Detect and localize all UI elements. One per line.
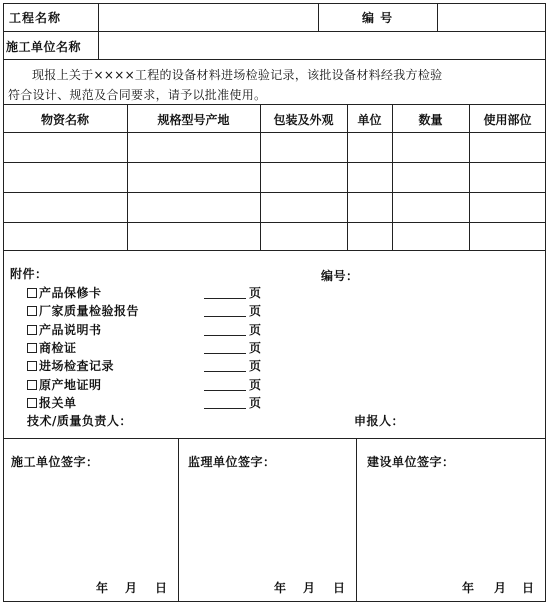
table-cell[interactable] [6,165,124,189]
attachment-page-count-field[interactable] [204,335,246,336]
attachment-item-label: 产品说明书 [39,323,102,337]
attachment-page-count-field[interactable] [204,298,246,299]
tech-manager-label: 技术/质量负责人： [27,414,132,428]
attachment-checkbox[interactable] [27,325,37,335]
attachment-item-label: 厂家质量检验报告 [39,304,140,318]
table-cell[interactable] [472,195,543,219]
supervisor-date-year: 年 [274,581,287,595]
statement-line-2: 符合设计、规范及合同要求，请予以批准使用。 [8,88,267,102]
attachments-serial-label: 编号： [321,269,359,283]
rule-table-row-3 [3,222,546,223]
table-cell[interactable] [350,165,389,189]
table-cell[interactable] [395,135,466,159]
column-header-quantity: 数量 [418,113,443,127]
supervisor-signature-label: 监理单位签字： [188,455,276,469]
contractor-date-year: 年 [96,581,109,595]
table-cell[interactable] [472,225,543,247]
table-cell[interactable] [350,195,389,219]
supervisor-date-month: 月 [303,581,316,595]
attachment-checkbox[interactable] [27,361,37,371]
owner-date-day: 日 [522,581,535,595]
attachment-page-count-field[interactable] [204,316,246,317]
contractor-name-field[interactable] [101,34,541,56]
owner-date-year: 年 [462,581,475,595]
project-name-field[interactable] [101,6,315,28]
table-cell[interactable] [130,225,257,247]
attachment-item-label: 商检证 [39,341,77,355]
rule-under-statement [3,104,546,105]
attachment-item [27,376,102,393]
table-cell[interactable] [263,195,344,219]
attachment-checkbox[interactable] [27,288,37,298]
supervisor-date-day: 日 [333,581,346,595]
attachment-checkbox[interactable] [27,306,37,316]
table-cell[interactable] [395,225,466,247]
signature-divider-1 [178,438,179,602]
rule-under-contractor-row [3,59,546,60]
rule-table-row-1 [3,162,546,163]
divider-serial-left [318,3,319,31]
table-cell[interactable] [130,195,257,219]
contractor-name-label: 施工单位名称 [6,40,82,54]
attachment-item-label: 报关单 [39,396,77,410]
attachment-page-count-field[interactable] [204,371,246,372]
divider-project-label [98,3,99,59]
rule-under-project-row [3,31,546,32]
table-cell[interactable] [395,165,466,189]
attachment-checkbox[interactable] [27,398,37,408]
attachment-page-unit: 页 [249,359,262,373]
column-header-material-name: 物资名称 [40,113,89,127]
column-header-unit: 单位 [357,113,382,127]
attachment-page-unit: 页 [249,323,262,337]
rule-table-row-2 [3,192,546,193]
table-cell[interactable] [350,135,389,159]
table-cell[interactable] [130,165,257,189]
attachment-page-unit: 页 [249,304,262,318]
attachment-page-count-field[interactable] [204,353,246,354]
column-header-spec-origin: 规格型号产地 [157,113,230,127]
rule-under-table [3,250,546,251]
table-cell[interactable] [130,135,257,159]
rule-under-table-header [3,132,546,133]
rule-above-signatures [3,438,546,439]
table-cell[interactable] [395,195,466,219]
table-cell[interactable] [472,165,543,189]
owner-signature-label: 建设单位签字： [367,455,455,469]
attachment-item-label: 进场检查记录 [39,359,115,373]
attachment-page-count-field[interactable] [204,408,246,409]
attachment-item [27,357,114,374]
attachment-item-label: 原产地证明 [39,378,102,392]
attachment-page-unit: 页 [249,396,262,410]
attachment-item [27,321,102,338]
owner-date-month: 月 [494,581,507,595]
column-header-location: 使用部位 [483,113,532,127]
column-header-packaging: 包装及外观 [273,113,334,127]
attachment-item-label: 产品保修卡 [39,286,102,300]
table-cell[interactable] [6,225,124,247]
attachments-label: 附件： [10,267,48,281]
table-cell[interactable] [6,195,124,219]
statement-line-1: 现报上关于××××工程的设备材料进场检验记录，该批设备材料经我方检验 [32,68,443,82]
serial-field[interactable] [440,6,542,28]
attachment-item [27,394,77,411]
table-cell[interactable] [350,225,389,247]
table-cell[interactable] [472,135,543,159]
attachment-page-count-field[interactable] [204,390,246,391]
attachment-page-unit: 页 [249,378,262,392]
attachment-item [27,302,139,319]
applicant-label: 申报人： [354,414,405,428]
attachment-page-unit: 页 [249,341,262,355]
attachment-item [27,284,102,301]
attachment-page-unit: 页 [249,286,262,300]
serial-label: 编 号 [362,11,394,25]
project-name-label: 工程名称 [9,11,62,25]
contractor-signature-label: 施工单位签字： [11,455,99,469]
table-cell[interactable] [263,135,344,159]
contractor-date-day: 日 [155,581,168,595]
attachment-checkbox[interactable] [27,343,37,353]
attachment-item [27,339,77,356]
signature-divider-2 [356,438,357,602]
table-cell[interactable] [263,225,344,247]
table-cell[interactable] [263,165,344,189]
divider-serial-right [437,3,438,31]
table-cell[interactable] [6,135,124,159]
contractor-date-month: 月 [125,581,138,595]
attachment-checkbox[interactable] [27,380,37,390]
